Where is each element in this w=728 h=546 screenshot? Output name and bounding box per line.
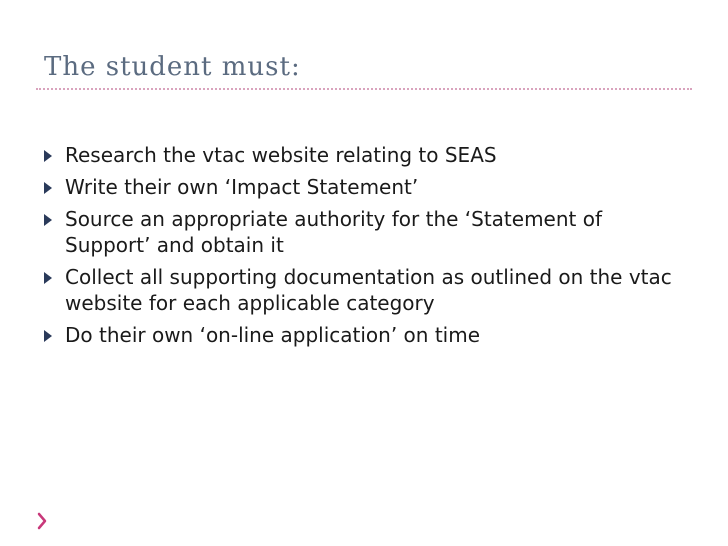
bullet-item <box>44 142 684 168</box>
bullet-item <box>44 264 684 316</box>
slide-title: The student must: <box>44 52 301 82</box>
bullet-item <box>44 322 684 348</box>
bullet-item <box>44 174 684 200</box>
triangle-bullet-icon <box>44 272 52 284</box>
bullet-text: Source an appropriate authority for the ‘Statement of Support’ and obtain it <box>65 207 603 257</box>
bullet-text: Do their own ‘on-line application’ on time <box>65 323 481 347</box>
chevron-right-icon <box>37 512 47 530</box>
triangle-bullet-icon <box>44 150 52 162</box>
bullet-text: Write their own ‘Impact Statement’ <box>65 175 419 199</box>
bullet-list <box>44 142 684 354</box>
bullet-item <box>44 206 684 258</box>
bullet-text: Research the vtac website relating to SEAS <box>65 143 497 167</box>
triangle-bullet-icon <box>44 182 52 194</box>
triangle-bullet-icon <box>44 330 52 342</box>
title-divider <box>36 88 692 90</box>
triangle-bullet-icon <box>44 214 52 226</box>
bullet-text: Collect all supporting documentation as outlined on the vtac website for each applicable category <box>65 265 672 315</box>
